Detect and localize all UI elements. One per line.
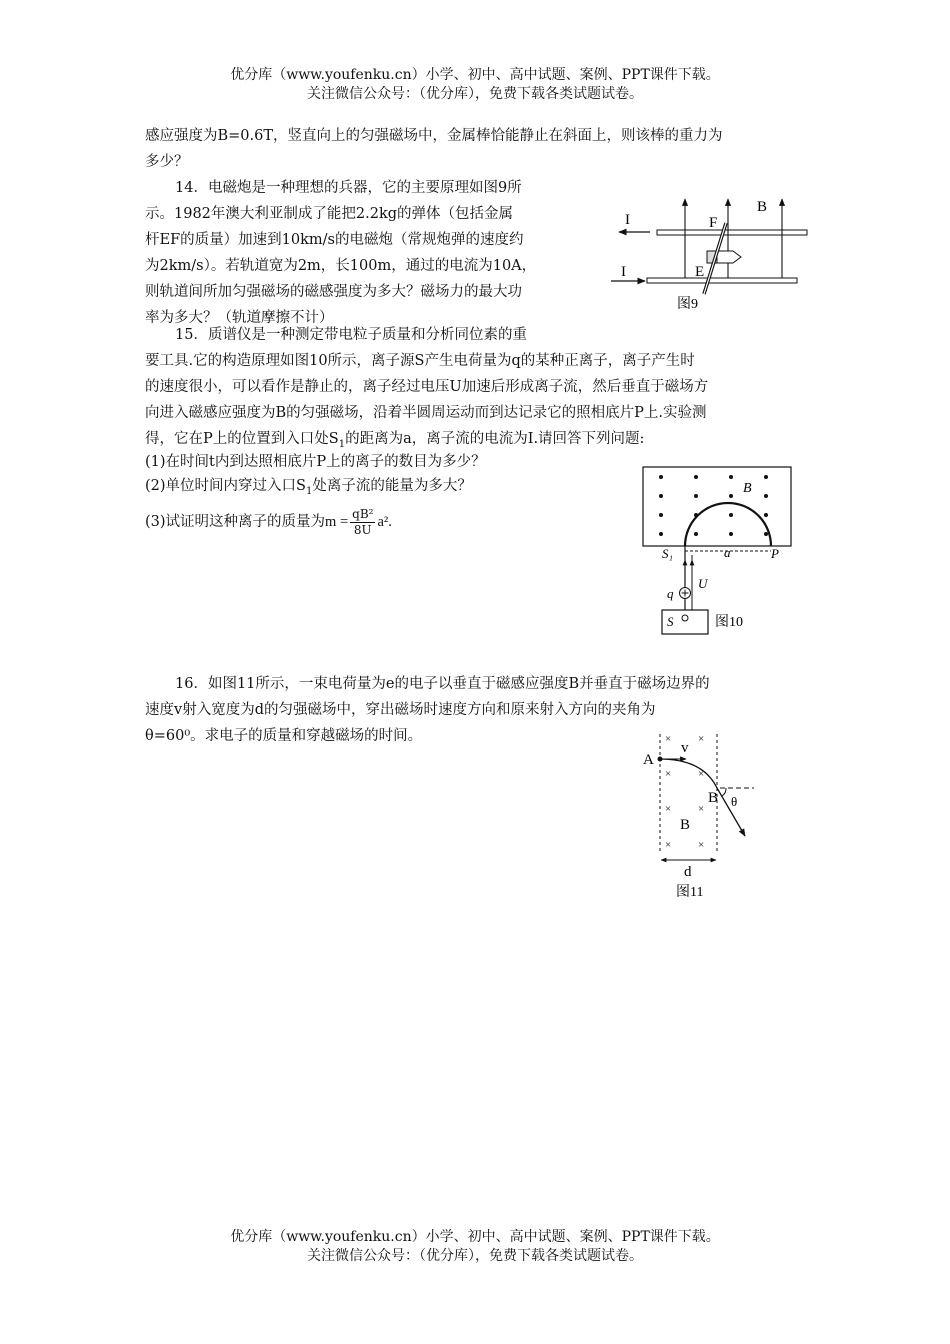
fig11-label-a: A: [643, 752, 654, 768]
fig10-label-p: P: [771, 546, 779, 561]
q14-line-3: 杆EF的质量）加速到10km/s的电磁炮（常规炮弹的速度约: [145, 232, 524, 248]
q15-line-4: 向进入磁感应强度为B的匀强磁场，沿着半圆周运动而到达记录它的照相底片P上.实验测: [145, 405, 707, 421]
fig10-caption: 图10: [715, 615, 743, 630]
svg-text:×: ×: [665, 803, 672, 815]
fig11-label-theta: θ: [731, 794, 738, 809]
q15-line-2: 要工具.它的构造原理如图10所示，离子源S产生电荷量为q的某种正离子，离子产生时: [145, 353, 695, 369]
bottom-rail: [647, 278, 797, 283]
fig10-label-s1: S₁: [662, 546, 674, 561]
fig10-label-a: a: [724, 545, 731, 560]
q13-line-2: 多少？: [145, 154, 189, 170]
q15-sub-3: (3)试证明这种离子的质量为m = $\frac{\text{qB²}}{8U}$ a².: [145, 506, 392, 537]
header-line-2: 关注微信公众号：（优分库），免费下载各类试题试卷。: [307, 86, 643, 102]
fig11-label-v: v: [681, 740, 689, 756]
q16-line-3: θ=60⁰。求电子的质量和穿越磁场的时间。: [145, 728, 423, 744]
svg-text:×: ×: [698, 803, 705, 815]
fig11-label-d: d: [684, 864, 692, 880]
theta-arc: [722, 788, 726, 796]
fig10-label-u: U: [698, 576, 708, 591]
q15-sub-2: (2)单位时间内穿过入口$S_1$处离子流的能量为多大？: [145, 478, 472, 497]
fig11-label-b-point: B: [708, 790, 719, 806]
q15-line-1: 15．质谱仪是一种测定带电粒子质量和分析同位素的重: [175, 327, 527, 343]
footer-line-1: 优分库（www.youfenku.cn）小学、初中、高中试题、案例、PPT课件下载。: [230, 1229, 720, 1245]
svg-text:×: ×: [698, 733, 705, 745]
fig11-label-b-field: B: [680, 817, 691, 833]
q16-line-1: 16．如图11所示，一束电荷量为e的电子以垂直于磁感应强度B并垂直于磁场边界的: [175, 676, 710, 692]
q13-line-1: 感应强度为B=0.6T，竖直向上的匀强磁场中，金属棒恰能静止在斜面上，则该棒的重力为: [145, 128, 723, 144]
header-line-1: 优分库（www.youfenku.cn）小学、初中、高中试题、案例、PPT课件下载。: [230, 67, 720, 83]
fig9-label-e: E: [695, 264, 705, 280]
q16-line-2: 速度v射入宽度为d的匀强磁场中，穿出磁场时速度方向和原来射入方向的夹角为: [145, 702, 656, 718]
mass-formula-fraction: $\frac{\text{qB²}}{8U}$: [352, 506, 374, 537]
fig9-label-i-top: I: [625, 212, 630, 228]
footer-line-2: 关注微信公众号：（优分库），免费下载各类试题试卷。: [307, 1248, 643, 1264]
fig11-caption: 图11: [676, 885, 704, 900]
q14-line-4: 为2km/s）。若轨道宽为2m，长100m，通过的电流为10A，: [145, 258, 537, 274]
q15-line-3: 的速度很小，可以看作是静止的，离子经过电压U加速后形成离子流，然后垂直于磁场方: [145, 379, 709, 395]
figure-11: [638, 730, 768, 905]
svg-text:×: ×: [665, 733, 672, 745]
q15-sub-1: (1)在时间t内到达照相底片P上的离子的数目为多少？: [145, 454, 486, 470]
fig9-caption: 图9: [677, 297, 698, 312]
figure-10: [640, 460, 820, 640]
q14-line-1: 14．电磁炮是一种理想的兵器，它的主要原理如图9所: [175, 180, 522, 196]
top-rail: [657, 230, 807, 235]
fig9-label-b: B: [757, 199, 768, 215]
figure-9: [605, 190, 815, 320]
fig10-label-q: q: [667, 586, 674, 601]
fig10-label-b: B: [743, 481, 752, 496]
ion-semicircle-path: [685, 503, 771, 546]
fig9-label-i-bottom: I: [621, 264, 626, 280]
q14-line-6: 率为多大？（轨道摩擦不计）: [145, 310, 334, 326]
svg-text:×: ×: [698, 768, 705, 780]
fig9-label-f: F: [709, 215, 718, 231]
mass-formula-lhs: m =: [325, 514, 349, 530]
svg-text:×: ×: [665, 768, 672, 780]
svg-text:×: ×: [665, 839, 672, 851]
mass-formula-rhs: a².: [377, 514, 392, 530]
q15-line-5: 得，它在P上的位置到入口处$S_1$的距离为a，离子流的电流为I.请回答下列问题:: [145, 431, 645, 450]
q14-line-2: 示。1982年澳大利亚制成了能把2.2kg的弹体（包括金属: [145, 206, 514, 222]
fig10-label-s: S: [667, 614, 674, 629]
q14-line-5: 则轨道间所加匀强磁场的磁感强度为多大？磁场力的最大功: [145, 284, 522, 300]
svg-text:×: ×: [698, 839, 705, 851]
